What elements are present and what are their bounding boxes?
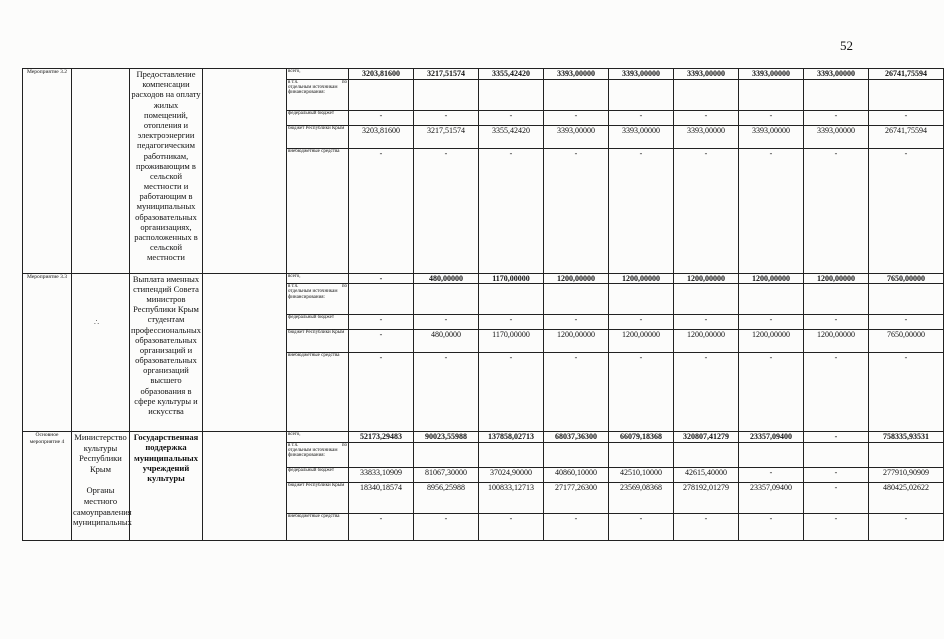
responsible-executor: Министерство культуры Республики Крым Органы местного самоуправления муниципальных	[72, 432, 130, 541]
funding-source-vtch-right: по	[341, 284, 347, 290]
year-value-cell	[479, 442, 544, 467]
year-value-cell: 23357,09400	[739, 482, 804, 513]
budget-table-body	[23, 69, 944, 541]
year-value-cell: 320807,41279	[674, 432, 739, 443]
year-value-cell: 3393,00000	[739, 125, 804, 148]
year-value-cell: 3393,00000	[609, 69, 674, 80]
total-value-cell: 758335,93531	[869, 432, 944, 443]
funding-source-vtch-rest: отдельным источникам финансирования:	[288, 289, 338, 300]
total-value-cell: 480425,02622	[869, 482, 944, 513]
year-value-cell: 278192,01279	[674, 482, 739, 513]
year-value-cell: -	[674, 148, 739, 273]
funding-source-vtch-rest: отдельным источникам финансирования:	[288, 84, 338, 96]
year-value-cell: -	[349, 315, 414, 330]
year-value-cell	[414, 284, 479, 315]
year-value-cell: -	[544, 315, 609, 330]
year-value-cell: 1200,00000	[804, 330, 869, 353]
year-value-cell: -	[349, 353, 414, 432]
year-value-cell: -	[479, 315, 544, 330]
year-value-cell	[414, 442, 479, 467]
year-value-cell: 40860,10000	[544, 467, 609, 482]
year-value-cell: 52173,29483	[349, 432, 414, 443]
year-value-cell: 3217,51574	[414, 125, 479, 148]
year-value-cell: 68037,36300	[544, 432, 609, 443]
year-value-cell: -	[674, 110, 739, 125]
year-value-cell: 3393,00000	[804, 69, 869, 80]
year-value-cell: -	[739, 353, 804, 432]
year-value-cell: 3203,81600	[349, 69, 414, 80]
funding-source-fed: федеральный бюджет	[287, 315, 349, 330]
activity-name: Предоставление компенсации расходов на оплату жилых помещений, отопления и электроэнергии педагогическим работникам, проживающим в сельской местности и работающим в муниципальных образовательных организациях, расположенных в сельской местности	[130, 69, 203, 274]
year-value-cell: 1200,00000	[739, 330, 804, 353]
funding-source-bud: бюджет Республики Крым	[287, 330, 349, 353]
funding-source-vne: внебюджетные средства	[287, 513, 349, 540]
year-value-cell: -	[479, 110, 544, 125]
year-value-cell: -	[804, 432, 869, 443]
year-value-cell: 18340,18574	[349, 482, 414, 513]
year-value-cell: 3393,00000	[674, 125, 739, 148]
year-value-cell: 27177,26300	[544, 482, 609, 513]
funding-source-vtch	[287, 284, 349, 315]
funding-source-bud: бюджет Республики Крым	[287, 125, 349, 148]
year-value-cell: -	[544, 110, 609, 125]
year-value-cell: 1200,00000	[674, 273, 739, 284]
activity-name: Государственная поддержка муниципальных учреждений культуры	[130, 432, 203, 541]
year-value-cell: 480,0000	[414, 330, 479, 353]
year-value-cell: -	[804, 467, 869, 482]
responsible-executor	[72, 273, 130, 432]
year-value-cell	[674, 284, 739, 315]
year-value-cell: 66079,18368	[609, 432, 674, 443]
year-value-cell: -	[739, 315, 804, 330]
year-value-cell: 8956,25988	[414, 482, 479, 513]
funding-source-fed: федеральный бюджет	[287, 110, 349, 125]
year-value-cell: 42510,10000	[609, 467, 674, 482]
year-value-cell: -	[349, 513, 414, 540]
year-value-cell: -	[609, 315, 674, 330]
total-value-cell	[869, 442, 944, 467]
year-value-cell: -	[804, 353, 869, 432]
year-value-cell	[479, 79, 544, 110]
year-value-cell: -	[674, 353, 739, 432]
year-value-cell: -	[544, 148, 609, 273]
year-value-cell: 81067,30000	[414, 467, 479, 482]
year-value-cell: 480,00000	[414, 273, 479, 284]
year-value-cell: -	[479, 513, 544, 540]
year-value-cell: -	[349, 110, 414, 125]
year-value-cell	[414, 79, 479, 110]
table-row	[23, 273, 944, 284]
year-value-cell: 1170,00000	[479, 273, 544, 284]
year-value-cell	[479, 284, 544, 315]
year-value-cell: 3355,42420	[479, 125, 544, 148]
funding-source-fed: федеральный бюджет	[287, 467, 349, 482]
year-value-cell: -	[804, 513, 869, 540]
blank-column	[203, 69, 287, 274]
year-value-cell: -	[414, 110, 479, 125]
year-value-cell: -	[804, 315, 869, 330]
total-value-cell: -	[869, 148, 944, 273]
year-value-cell: -	[609, 353, 674, 432]
total-value-cell: -	[869, 513, 944, 540]
year-value-cell: 3203,81600	[349, 125, 414, 148]
year-value-cell: 1200,00000	[609, 330, 674, 353]
year-value-cell: -	[414, 315, 479, 330]
year-value-cell: 3393,00000	[544, 125, 609, 148]
year-value-cell	[609, 442, 674, 467]
year-value-cell: 1200,00000	[804, 273, 869, 284]
activity-code: Мероприятие 3.3	[23, 273, 72, 432]
funding-source-vtch-right: по	[341, 442, 347, 448]
year-value-cell: -	[609, 513, 674, 540]
year-value-cell: -	[349, 330, 414, 353]
year-value-cell	[349, 284, 414, 315]
year-value-cell: 3217,51574	[414, 69, 479, 80]
year-value-cell	[674, 79, 739, 110]
budget-table	[22, 68, 944, 541]
activity-name: Выплата именных стипендий Совета министров Республики Крым студентам профессиональных образовательных организаций и образовательных организаций высшего образования в сфере культуры и искусства	[130, 273, 203, 432]
total-value-cell: -	[869, 353, 944, 432]
funding-source-vtch-rest: отдельным источникам финансирования:	[288, 448, 338, 459]
blank-column	[203, 273, 287, 432]
total-value-cell: 7650,00000	[869, 330, 944, 353]
year-value-cell: 1200,00000	[544, 330, 609, 353]
year-value-cell: 100833,12713	[479, 482, 544, 513]
funding-source-vtch	[287, 79, 349, 110]
year-value-cell: -	[414, 513, 479, 540]
year-value-cell	[349, 79, 414, 110]
year-value-cell: 90023,55988	[414, 432, 479, 443]
funding-source-vsego: всего,	[287, 69, 349, 80]
year-value-cell	[804, 79, 869, 110]
activity-code: Мероприятие 3.2	[23, 69, 72, 274]
total-value-cell: 26741,75594	[869, 125, 944, 148]
year-value-cell	[674, 442, 739, 467]
total-value-cell: -	[869, 110, 944, 125]
table-row	[23, 69, 944, 80]
table-row	[23, 432, 944, 443]
funding-source-bud: бюджет Республики Крым	[287, 482, 349, 513]
funding-source-vtch-left: в т.ч.	[288, 442, 299, 448]
year-value-cell: 23357,09400	[739, 432, 804, 443]
year-value-cell: 137858,02713	[479, 432, 544, 443]
year-value-cell: -	[414, 353, 479, 432]
total-value-cell: 7650,00000	[869, 273, 944, 284]
responsible-executor	[72, 69, 130, 274]
year-value-cell	[609, 284, 674, 315]
year-value-cell: 1200,00000	[674, 330, 739, 353]
year-value-cell: -	[739, 467, 804, 482]
year-value-cell: -	[544, 513, 609, 540]
funding-source-vtch	[287, 442, 349, 467]
year-value-cell	[544, 284, 609, 315]
year-value-cell: -	[609, 148, 674, 273]
total-value-cell: 26741,75594	[869, 69, 944, 80]
funding-source-vtch-left: в т.ч.	[288, 284, 299, 290]
year-value-cell: 42615,40000	[674, 467, 739, 482]
year-value-cell: 3393,00000	[804, 125, 869, 148]
total-value-cell: -	[869, 315, 944, 330]
total-value-cell	[869, 79, 944, 110]
page-number: 52	[840, 38, 853, 53]
year-value-cell	[804, 442, 869, 467]
year-value-cell: 1200,00000	[739, 273, 804, 284]
year-value-cell: 3393,00000	[674, 69, 739, 80]
year-value-cell: -	[349, 273, 414, 284]
year-value-cell	[609, 79, 674, 110]
year-value-cell: -	[609, 110, 674, 125]
year-value-cell	[739, 284, 804, 315]
funding-source-vsego: всего,	[287, 273, 349, 284]
funding-source-vne: внебюджетные средства	[287, 353, 349, 432]
year-value-cell: -	[674, 315, 739, 330]
year-value-cell	[544, 79, 609, 110]
year-value-cell	[739, 442, 804, 467]
blank-column	[203, 432, 287, 541]
funding-source-vne: внебюджетные средства	[287, 148, 349, 273]
activity-code: Основное мероприятие 4	[23, 432, 72, 541]
year-value-cell: -	[739, 148, 804, 273]
year-value-cell: 37024,90000	[479, 467, 544, 482]
year-value-cell: -	[739, 110, 804, 125]
year-value-cell	[804, 284, 869, 315]
year-value-cell: -	[674, 513, 739, 540]
year-value-cell: -	[804, 110, 869, 125]
year-value-cell: 23569,08368	[609, 482, 674, 513]
total-value-cell: 277910,90909	[869, 467, 944, 482]
year-value-cell: 3393,00000	[544, 69, 609, 80]
funding-source-vsego: всего,	[287, 432, 349, 443]
year-value-cell: 33833,10909	[349, 467, 414, 482]
year-value-cell: 1170,00000	[479, 330, 544, 353]
year-value-cell: -	[479, 353, 544, 432]
funding-source-vtch-left: в т.ч.	[288, 79, 299, 85]
year-value-cell: 3355,42420	[479, 69, 544, 80]
year-value-cell: 3393,00000	[739, 69, 804, 80]
year-value-cell	[544, 442, 609, 467]
year-value-cell: -	[739, 513, 804, 540]
year-value-cell: 3393,00000	[609, 125, 674, 148]
year-value-cell: -	[349, 148, 414, 273]
year-value-cell: -	[804, 148, 869, 273]
year-value-cell: 1200,00000	[609, 273, 674, 284]
funding-source-vtch-right: по	[341, 79, 347, 85]
scan-mark: ∴	[94, 318, 100, 327]
year-value-cell: -	[414, 148, 479, 273]
total-value-cell	[869, 284, 944, 315]
year-value-cell: 1200,00000	[544, 273, 609, 284]
year-value-cell	[739, 79, 804, 110]
year-value-cell	[349, 442, 414, 467]
year-value-cell: -	[544, 353, 609, 432]
year-value-cell: -	[479, 148, 544, 273]
year-value-cell: -	[804, 482, 869, 513]
